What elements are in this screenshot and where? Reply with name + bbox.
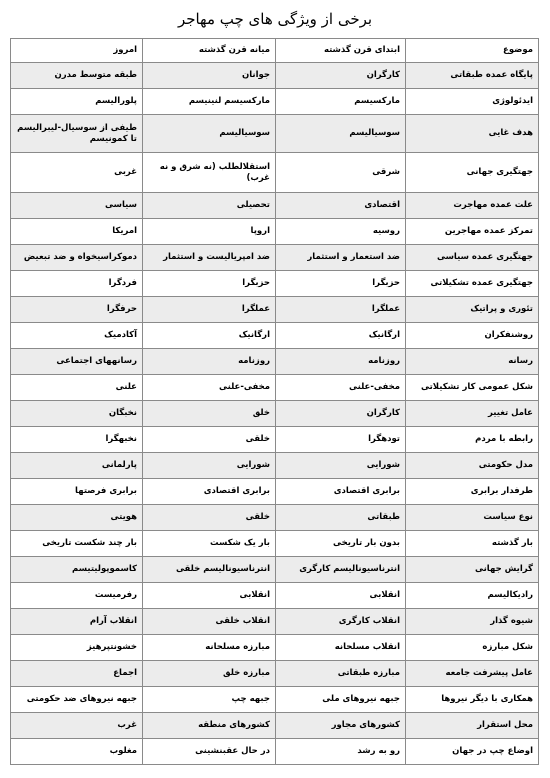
today-cell: هویتی (11, 505, 143, 531)
topic-cell: همکاری با دیگر نیروها (406, 687, 539, 713)
mid-century-cell: کشورهای منطقه (143, 713, 276, 739)
mid-century-cell: ضد امپریالیست و استثمار (143, 245, 276, 271)
topic-cell: تئوری و پراتیک (406, 297, 539, 323)
early-century-cell: رو به رشد (276, 739, 406, 765)
early-century-cell: بدون بار تاریخی (276, 531, 406, 557)
table-row (11, 687, 539, 713)
table-row (11, 453, 539, 479)
table-row (11, 557, 539, 583)
page-title: برخی از ویژگی های چپ مهاجر (177, 10, 373, 28)
today-cell: امروز (11, 39, 143, 63)
early-century-cell: اقتصادی (276, 193, 406, 219)
early-century-cell: روسیه (276, 219, 406, 245)
mid-century-cell: مبارزه مسلحانه (143, 635, 276, 661)
table-row (11, 531, 539, 557)
mid-century-cell: اروپا (143, 219, 276, 245)
early-century-cell: حزبگرا (276, 271, 406, 297)
mid-century-cell: شورایی (143, 453, 276, 479)
mid-century-cell: انقلاب خلقی (143, 609, 276, 635)
mid-century-cell: انقلابی (143, 583, 276, 609)
table-row (11, 349, 539, 375)
early-century-cell: جبهه نیروهای ملی (276, 687, 406, 713)
today-cell: پلورالیسم (11, 89, 143, 115)
table-row (11, 63, 539, 89)
today-cell: بار چند شکست تاریخی (11, 531, 143, 557)
topic-cell: هدف غایی (406, 115, 539, 153)
topic-cell: رابطه با مردم (406, 427, 539, 453)
early-century-cell: مبارزه طبقاتی (276, 661, 406, 687)
today-cell: آکادمیک (11, 323, 143, 349)
early-century-cell: کشورهای مجاور (276, 713, 406, 739)
table-row (11, 297, 539, 323)
table-row (11, 401, 539, 427)
table-row (11, 583, 539, 609)
today-cell: نخبهگرا (11, 427, 143, 453)
table-row (11, 635, 539, 661)
topic-cell: نوع سیاست (406, 505, 539, 531)
mid-century-cell: حزبگرا (143, 271, 276, 297)
early-century-cell: انقلاب مسلحانه (276, 635, 406, 661)
topic-cell: محل استقرار (406, 713, 539, 739)
today-cell: فردگرا (11, 271, 143, 297)
early-century-cell: مخفی-علنی (276, 375, 406, 401)
today-cell: جبهه نیروهای ضد حکومتی (11, 687, 143, 713)
early-century-cell: ضد استعمار و استثمار (276, 245, 406, 271)
mid-century-cell: خلقی (143, 427, 276, 453)
table-row (11, 739, 539, 765)
mid-century-cell: جبهه چپ (143, 687, 276, 713)
early-century-cell: انترناسیونالیسم کارگری (276, 557, 406, 583)
today-cell: مغلوب (11, 739, 143, 765)
table-row (11, 479, 539, 505)
early-century-cell: شرقی (276, 153, 406, 193)
topic-cell: جهتگیری عمده تشکیلاتی (406, 271, 539, 297)
topic-cell: گرایش جهانی (406, 557, 539, 583)
mid-century-cell: عملگرا (143, 297, 276, 323)
topic-cell: عامل تغییر (406, 401, 539, 427)
today-cell: اجماع (11, 661, 143, 687)
table-row (11, 153, 539, 193)
early-century-cell: عملگرا (276, 297, 406, 323)
table-row (11, 713, 539, 739)
topic-cell: مدل حکومتی (406, 453, 539, 479)
today-cell: کاسموپولیتیسم (11, 557, 143, 583)
mid-century-cell: میانه قرن گذشته (143, 39, 276, 63)
table-row (11, 271, 539, 297)
table-row (11, 609, 539, 635)
early-century-cell: مارکسیسم (276, 89, 406, 115)
topic-cell: شکل مبارزه (406, 635, 539, 661)
today-cell: طیفی از سوسیال-لیبرالیسم تا کمونیسم (11, 115, 143, 153)
today-cell: رفرمیست (11, 583, 143, 609)
topic-cell: موضوع (406, 39, 539, 63)
early-century-cell: انقلابی (276, 583, 406, 609)
topic-cell: علت عمده مهاجرت (406, 193, 539, 219)
early-century-cell: طبقاتی (276, 505, 406, 531)
mid-century-cell: خلقی (143, 505, 276, 531)
table-row (11, 427, 539, 453)
early-century-cell: کارگران (276, 63, 406, 89)
early-century-cell: ابتدای قرن گذشته (276, 39, 406, 63)
today-cell: غربی (11, 153, 143, 193)
topic-cell: بار گذشته (406, 531, 539, 557)
mid-century-cell: در حال عقبنشینی (143, 739, 276, 765)
table-row (11, 375, 539, 401)
topic-cell: اوضاع چپ در جهان (406, 739, 539, 765)
early-century-cell: کارگران (276, 401, 406, 427)
today-cell: طبقه متوسط مدرن (11, 63, 143, 89)
today-cell: دموکراسیخواه و ضد تبعیض (11, 245, 143, 271)
comparison-table (10, 38, 539, 765)
today-cell: حرفگرا (11, 297, 143, 323)
today-cell: انقلاب آرام (11, 609, 143, 635)
table-header-row (11, 39, 539, 63)
early-century-cell: برابری اقتصادی (276, 479, 406, 505)
early-century-cell: انقلاب کارگری (276, 609, 406, 635)
table-body (11, 39, 539, 765)
today-cell: نخبگان (11, 401, 143, 427)
topic-cell: شیوه گذار (406, 609, 539, 635)
topic-cell: عامل پیشرفت جامعه (406, 661, 539, 687)
today-cell: غرب (11, 713, 143, 739)
mid-century-cell: مارکسیسم لنینیسم (143, 89, 276, 115)
table-row (11, 245, 539, 271)
table-row (11, 323, 539, 349)
early-century-cell: تودهگرا (276, 427, 406, 453)
table-row (11, 505, 539, 531)
topic-cell: رادیکالیسم (406, 583, 539, 609)
topic-cell: شکل عمومی کار تشکیلاتی (406, 375, 539, 401)
today-cell: خشونتپرهیز (11, 635, 143, 661)
early-century-cell: ارگانیک (276, 323, 406, 349)
table-row (11, 219, 539, 245)
early-century-cell: سوسیالیسم (276, 115, 406, 153)
mid-century-cell: انترناسیونالیسم خلقی (143, 557, 276, 583)
mid-century-cell: برابری اقتصادی (143, 479, 276, 505)
table-row (11, 89, 539, 115)
mid-century-cell: مبارزه خلق (143, 661, 276, 687)
topic-cell: جهتگیری جهانی (406, 153, 539, 193)
topic-cell: ایدئولوژی (406, 89, 539, 115)
today-cell: پارلمانی (11, 453, 143, 479)
mid-century-cell: ارگانیک (143, 323, 276, 349)
table-row (11, 193, 539, 219)
early-century-cell: روزنامه (276, 349, 406, 375)
table-row (11, 115, 539, 153)
mid-century-cell: روزنامه (143, 349, 276, 375)
mid-century-cell: سوسیالیسم (143, 115, 276, 153)
mid-century-cell: جوانان (143, 63, 276, 89)
mid-century-cell: استقلالطلب (نه شرق و نه غرب) (143, 153, 276, 193)
mid-century-cell: بار یک شکست (143, 531, 276, 557)
today-cell: رسانههای اجتماعی (11, 349, 143, 375)
topic-cell: پایگاه عمده طبقاتی (406, 63, 539, 89)
mid-century-cell: تحصیلی (143, 193, 276, 219)
mid-century-cell: خلق (143, 401, 276, 427)
table-row (11, 661, 539, 687)
today-cell: امریکا (11, 219, 143, 245)
topic-cell: طرفدار برابری (406, 479, 539, 505)
topic-cell: تمرکز عمده مهاجرین (406, 219, 539, 245)
today-cell: سیاسی (11, 193, 143, 219)
topic-cell: جهتگیری عمده سیاسی (406, 245, 539, 271)
today-cell: علنی (11, 375, 143, 401)
today-cell: برابری فرصتها (11, 479, 143, 505)
topic-cell: رسانه (406, 349, 539, 375)
topic-cell: روشنفکران (406, 323, 539, 349)
early-century-cell: شورایی (276, 453, 406, 479)
mid-century-cell: مخفی-علنی (143, 375, 276, 401)
